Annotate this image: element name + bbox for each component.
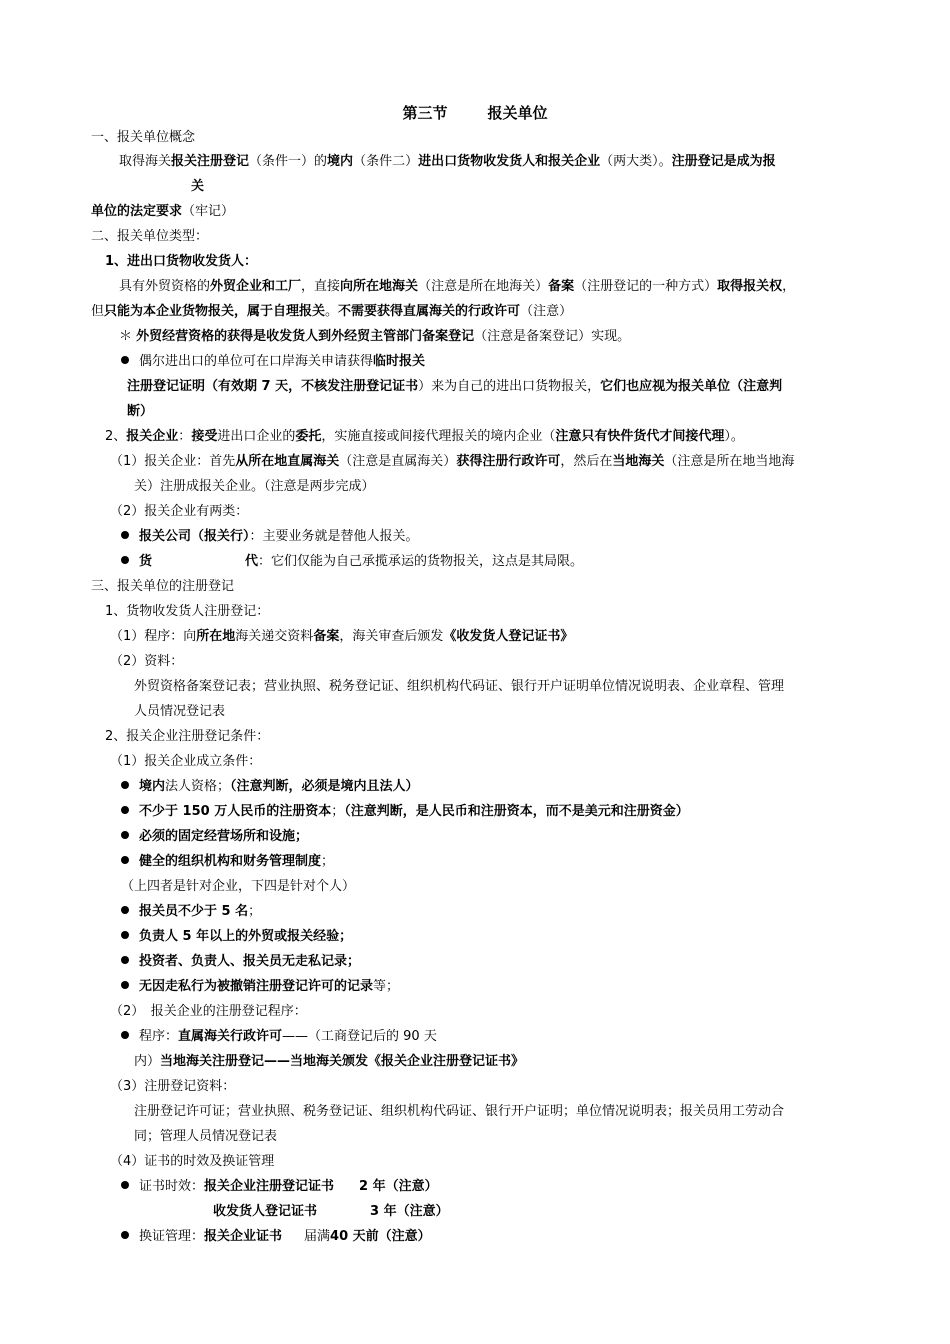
text: （1）程序：向 <box>110 629 197 644</box>
text-bold: 取得报关权 <box>717 279 783 294</box>
text-bold: 进出口货物收发货人和报关企业 <box>418 154 601 169</box>
text-bold: 必须的固定经营场所和设施； <box>139 829 309 844</box>
type-1-bullet-end: 断） <box>127 404 154 419</box>
condition-2 <box>121 803 689 821</box>
text-bold: 注册登记是成为报 <box>671 154 776 169</box>
text: ）。 <box>724 429 744 444</box>
heading-registration: 三、报关单位的注册登记 <box>91 579 235 594</box>
reg-1-procedure <box>110 628 573 646</box>
text-bold: （有效期 7 天，不核发注册登记证书 <box>205 379 419 394</box>
text: 具有外贸资格的 <box>119 279 211 294</box>
type-2-heading <box>105 428 744 446</box>
text-bold: 2 年（注意） <box>359 1179 438 1194</box>
text-bold: 外贸企业和工厂 <box>210 279 302 294</box>
text-bold: 3 年（注意） <box>370 1204 449 1219</box>
text: 。 <box>325 304 339 319</box>
condition-7 <box>121 953 360 971</box>
star-mark: ＊ <box>119 329 133 344</box>
text-bold: 它们也应视为报关单位（注意判 <box>600 379 783 394</box>
text-bold: 从所在地直属海关 <box>235 454 340 469</box>
text-bold: 只能为本企业货物报关，属于自理报关 <box>104 304 326 319</box>
type-1-bullet <box>121 353 425 371</box>
text: 届满 <box>304 1229 331 1244</box>
reg-1-heading: 1、货物收发货人注册登记： <box>105 604 270 619</box>
text-bold: 境内 <box>139 779 166 794</box>
text: （1）报关企业：首先 <box>110 454 236 469</box>
renewal-bullet <box>121 1228 431 1246</box>
reg-2-materials-text: 注册登记许可证；营业执照、税务登记证、组织机构代码证、银行开户证明；单位情况说明表；报关员用工劳动合 <box>134 1104 785 1119</box>
text: （注意） <box>520 304 573 319</box>
type-2-item-1-cont: 关）注册成报关企业。（注意是两步完成） <box>134 479 375 494</box>
text: （注意是所在地当地海 <box>664 454 795 469</box>
bullet-icon <box>121 906 129 914</box>
text: ； <box>248 904 262 919</box>
text-bold: 备案 <box>548 279 575 294</box>
text: 证书时效： <box>139 1179 205 1194</box>
text-bold: 报关企业注册登记证书 <box>204 1179 335 1194</box>
text: 2、 <box>105 429 127 444</box>
bullet-icon <box>121 781 129 789</box>
text-bold: 报关注册登记 <box>171 154 250 169</box>
reg-2-materials-heading: （3）注册登记资料： <box>110 1079 236 1094</box>
condition-6 <box>121 928 352 946</box>
text-bold: 接受 <box>191 429 218 444</box>
bullet-icon <box>121 956 129 964</box>
reg-1-materials-text-2: 人员情况登记表 <box>134 704 226 719</box>
condition-1 <box>121 778 419 796</box>
text-bold: 代 <box>245 554 259 569</box>
concept-wrap: 关 <box>191 179 205 194</box>
text-bold: 报关企业证书 <box>204 1229 283 1244</box>
text-bold: （注意判断，必须是境内且法人） <box>230 779 419 794</box>
text-bold: 报关员不少于 5 名 <box>139 904 249 919</box>
reg-2-materials-text-2: 同；管理人员情况登记表 <box>134 1129 278 1144</box>
text: （注意是直属海关） <box>339 454 457 469</box>
bullet-icon <box>121 831 129 839</box>
heading-types: 二、报关单位类型： <box>91 229 209 244</box>
text: ，然后在 <box>560 454 613 469</box>
text: （注册登记的一种方式） <box>574 279 718 294</box>
bullet-icon <box>121 931 129 939</box>
text-bold: 向所在地海关 <box>340 279 419 294</box>
reg-2-procedure-heading: （2） 报关企业的注册登记程序： <box>110 1004 307 1019</box>
type-1-heading: 1、进出口货物收发货人： <box>105 254 258 269</box>
bullet-icon <box>121 356 129 364</box>
type-1-bullet-cont <box>127 378 782 396</box>
type-2-bullet-2 <box>121 553 583 571</box>
text-bold: 《收发货人登记证书》 <box>443 629 574 644</box>
text-bold: 备案 <box>313 629 340 644</box>
text: ； <box>321 854 335 869</box>
text: 法人资格； <box>165 779 231 794</box>
text: ：主要业务就是替他人报关。 <box>249 529 419 544</box>
type-1-star-note <box>119 328 630 346</box>
text-bold: 境内 <box>327 154 354 169</box>
text: （两大类）。 <box>600 154 672 169</box>
text-bold: 注意只有快件货代才间接代理 <box>555 429 725 444</box>
text-bold: 委托 <box>295 429 322 444</box>
text: 换证管理： <box>139 1229 205 1244</box>
text-bold: 健全的组织机构和财务管理制度 <box>139 854 322 869</box>
title-section: 第三节 <box>402 104 448 122</box>
text-bold: 报关企业 <box>126 429 179 444</box>
condition-4 <box>121 853 334 871</box>
text-bold: 注册登记证明 <box>127 379 206 394</box>
condition-8 <box>121 978 399 996</box>
text: （条件一）的 <box>249 154 328 169</box>
reg-1-materials-text: 外贸资格备案登记表；营业执照、税务登记证、组织机构代码证、银行开户证明单位情况说明表、企业章程、管理 <box>134 679 785 694</box>
text: ，实施直接或间接代理报关的境内企业（ <box>321 429 556 444</box>
text: 海关递交资料 <box>235 629 314 644</box>
text: ：它们仅能为自己承揽承运的货物报关，这点是其局限。 <box>258 554 584 569</box>
type-2-item-2: （2）报关企业有两类： <box>110 504 249 519</box>
text: ）来为自己的进出口货物报关， <box>418 379 601 394</box>
bullet-icon <box>121 981 129 989</box>
text: （注意是备案登记）实现。 <box>474 329 631 344</box>
text-bold: 报关公司（报关行） <box>139 529 250 544</box>
text-bold: 单位的法定要求 <box>91 204 183 219</box>
text: ， <box>782 279 796 294</box>
page-title <box>0 103 950 123</box>
text-bold: 40 天前（注意） <box>330 1229 431 1244</box>
text-bold: 货 <box>139 554 153 569</box>
condition-3 <box>121 828 308 846</box>
text: ，直接 <box>301 279 341 294</box>
text-bold: 外贸经营资格的获得是收发货人到外经贸主管部门备案登记 <box>136 329 475 344</box>
text-bold: 获得注册行政许可 <box>456 454 561 469</box>
text: 进出口企业的 <box>217 429 296 444</box>
type-2-item-1 <box>110 453 794 471</box>
text: 内） <box>134 1054 161 1069</box>
condition-5 <box>121 903 261 921</box>
reg-1-materials-heading: （2）资料： <box>110 654 184 669</box>
title-name: 报关单位 <box>487 104 548 122</box>
text: ，海关审查后颁发 <box>339 629 444 644</box>
text: ； <box>331 804 345 819</box>
reg-2-validity-heading: （4）证书的时效及换证管理 <box>110 1154 275 1169</box>
reg-2-heading: 2、报关企业注册登记条件： <box>105 729 270 744</box>
text: 但 <box>91 304 105 319</box>
bullet-icon <box>121 1031 129 1039</box>
text: （条件二） <box>353 154 419 169</box>
text: 取得海关 <box>119 154 172 169</box>
heading-concept: 一、报关单位概念 <box>91 130 196 145</box>
reg-2-conditions-heading: （1）报关企业成立条件： <box>110 754 262 769</box>
text-bold: 直属海关行政许可 <box>178 1029 283 1044</box>
text-bold: 投资者、负责人、报关员无走私记录； <box>139 954 361 969</box>
text-bold: 不需要获得直属海关的行政许可 <box>338 304 521 319</box>
bullet-icon <box>121 556 129 564</box>
type-2-bullet-1 <box>121 528 419 546</box>
concept-paragraph <box>119 153 776 171</box>
type-1-paragraph-2 <box>91 303 572 321</box>
procedure-bullet <box>121 1028 437 1046</box>
validity-row-2 <box>213 1203 449 1221</box>
text-bold: 无因走私行为被撤销注册登记许可的记录 <box>139 979 374 994</box>
type-1-paragraph <box>119 278 795 296</box>
text: 偶尔进出口的单位可在口岸海关申请获得 <box>139 354 374 369</box>
concept-paragraph-2 <box>91 203 234 221</box>
validity-bullet <box>121 1178 438 1196</box>
text: 程序： <box>139 1029 179 1044</box>
text-bold: （注意判断，是人民币和注册资本，而不是美元和注册资金） <box>344 804 689 819</box>
procedure-bullet-cont <box>134 1053 524 1071</box>
text: ： <box>178 429 192 444</box>
bullet-icon <box>121 1231 129 1239</box>
bullet-icon <box>121 806 129 814</box>
text-bold: 收发货人登记证书 <box>213 1204 318 1219</box>
text-bold: 当地海关 <box>612 454 665 469</box>
text-bold: 当地海关注册登记——当地海关颁发《报关企业注册登记证书》 <box>160 1054 525 1069</box>
bullet-icon <box>121 856 129 864</box>
text-bold: 所在地 <box>196 629 236 644</box>
text: （注意是所在地海关） <box>418 279 549 294</box>
conditions-note: （上四者是针对企业，下四是针对个人） <box>121 879 356 894</box>
text: 等； <box>373 979 400 994</box>
text-bold: 不少于 150 万人民币的注册资本 <box>139 804 332 819</box>
text: ——（工商登记后的 90 天 <box>282 1029 437 1044</box>
bullet-icon <box>121 531 129 539</box>
text-bold: 负责人 5 年以上的外贸或报关经验； <box>139 929 353 944</box>
text-bold: 临时报关 <box>373 354 426 369</box>
bullet-icon <box>121 1181 129 1189</box>
text: （牢记） <box>182 204 235 219</box>
